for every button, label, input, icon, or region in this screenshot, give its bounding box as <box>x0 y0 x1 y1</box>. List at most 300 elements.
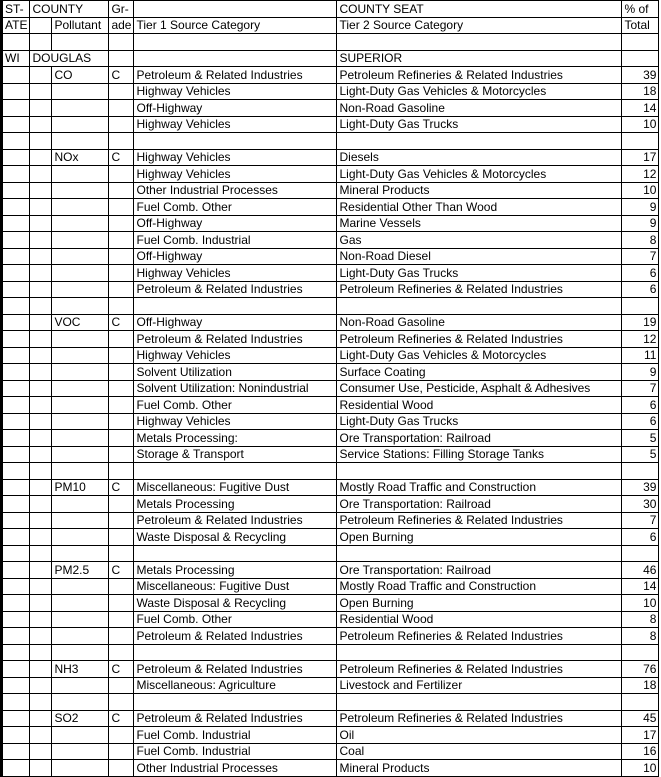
grade-cell <box>109 380 134 397</box>
header-county-seat: COUNTY SEAT <box>337 1 622 18</box>
grade-cell <box>109 166 134 183</box>
pollutant-cell <box>52 430 109 447</box>
tier1-cell: Petroleum & Related Industries <box>134 281 337 298</box>
tier1-cell: Waste Disposal & Recycling <box>134 529 337 546</box>
empty-cell <box>109 644 134 661</box>
county-cell <box>30 430 52 447</box>
grade-cell <box>109 496 134 513</box>
header-empty <box>134 1 337 18</box>
tier1-cell: Miscellaneous: Fugitive Dust <box>134 578 337 595</box>
state-cell <box>2 760 30 777</box>
grade-cell <box>109 611 134 628</box>
tier2-cell: Non-Road Gasoline <box>337 100 622 117</box>
tier2-cell: Petroleum Refineries & Related Industries <box>337 710 622 727</box>
county-cell <box>30 314 52 331</box>
state-cell <box>2 83 30 100</box>
empty-cell <box>622 694 659 711</box>
table-row <box>2 116 659 133</box>
pollutant-cell <box>52 595 109 612</box>
location-row <box>2 50 659 67</box>
grade-cell: C <box>109 67 134 84</box>
grade-cell <box>109 595 134 612</box>
pct-cell: 6 <box>622 413 659 430</box>
tier1-cell: Solvent Utilization: Nonindustrial <box>134 380 337 397</box>
grade-cell <box>109 331 134 348</box>
county-cell <box>30 578 52 595</box>
pct-cell: 39 <box>622 479 659 496</box>
tier1-cell: Petroleum & Related Industries <box>134 661 337 678</box>
spacer-row <box>2 463 659 480</box>
grade-cell <box>109 347 134 364</box>
empty-cell <box>134 644 337 661</box>
county-cell <box>30 199 52 216</box>
grade-cell: C <box>109 149 134 166</box>
county-cell <box>30 281 52 298</box>
table-row <box>2 265 659 282</box>
grade-cell <box>109 364 134 381</box>
county-cell <box>30 446 52 463</box>
tier2-cell: Ore Transportation: Railroad <box>337 562 622 579</box>
table-row <box>2 628 659 645</box>
pollutant-cell <box>52 100 109 117</box>
county-cell <box>30 83 52 100</box>
tier2-cell: Light-Duty Gas Vehicles & Motorcycles <box>337 166 622 183</box>
table-row <box>2 661 659 678</box>
grade-cell <box>109 743 134 760</box>
pollutant-cell <box>52 413 109 430</box>
table-row <box>2 380 659 397</box>
pollutant-cell <box>52 760 109 777</box>
empty-cell <box>52 298 109 315</box>
table-row <box>2 710 659 727</box>
tier2-cell: Petroleum Refineries & Related Industries <box>337 281 622 298</box>
tier1-cell: Storage & Transport <box>134 446 337 463</box>
tier2-cell: Light-Duty Gas Vehicles & Motorcycles <box>337 347 622 364</box>
spacer-row <box>2 694 659 711</box>
empty-cell <box>109 298 134 315</box>
pollutant-cell <box>52 743 109 760</box>
header-pct: % of <box>622 1 659 18</box>
state-cell <box>2 595 30 612</box>
pct-cell: 7 <box>622 380 659 397</box>
empty-cell <box>622 133 659 150</box>
empty-cell <box>2 545 30 562</box>
state-cell <box>2 347 30 364</box>
tier2-cell: Diesels <box>337 149 622 166</box>
tier2-cell: Consumer Use, Pesticide, Asphalt & Adhesives <box>337 380 622 397</box>
empty-cell <box>30 133 52 150</box>
table-row <box>2 166 659 183</box>
pct-cell: 6 <box>622 397 659 414</box>
tier1-cell: Petroleum & Related Industries <box>134 67 337 84</box>
tier2-cell: Light-Duty Gas Vehicles & Motorcycles <box>337 83 622 100</box>
county-cell <box>30 347 52 364</box>
empty-cell <box>2 298 30 315</box>
county-cell <box>30 166 52 183</box>
state-cell <box>2 430 30 447</box>
empty-cell <box>337 694 622 711</box>
pct-cell: 39 <box>622 67 659 84</box>
county-cell: DOUGLAS <box>30 50 109 67</box>
table-row <box>2 413 659 430</box>
header-empty <box>30 17 52 34</box>
table-row <box>2 314 659 331</box>
tier1-cell: Highway Vehicles <box>134 347 337 364</box>
pct-cell: 46 <box>622 562 659 579</box>
grade-cell: C <box>109 314 134 331</box>
pct-cell: 8 <box>622 232 659 249</box>
county-cell <box>30 479 52 496</box>
state-cell <box>2 281 30 298</box>
pct-cell: 9 <box>622 364 659 381</box>
grade-cell <box>109 100 134 117</box>
tier1-cell: Fuel Comb. Other <box>134 611 337 628</box>
pollutant-cell <box>52 265 109 282</box>
table-row <box>2 232 659 249</box>
empty-cell <box>622 644 659 661</box>
empty-cell <box>337 298 622 315</box>
state-cell <box>2 215 30 232</box>
pollutant-cell: SO2 <box>52 710 109 727</box>
empty-cell <box>2 463 30 480</box>
tier1-cell: Miscellaneous: Agriculture <box>134 677 337 694</box>
pollutant-cell <box>52 727 109 744</box>
empty-cell <box>2 694 30 711</box>
county-cell <box>30 628 52 645</box>
tier2-cell: Non-Road Diesel <box>337 248 622 265</box>
tier1-cell: Off-Highway <box>134 100 337 117</box>
tier2-cell: Ore Transportation: Railroad <box>337 496 622 513</box>
table-row <box>2 149 659 166</box>
header-tier1: Tier 1 Source Category <box>134 17 337 34</box>
grade-cell: C <box>109 710 134 727</box>
tier2-cell: Residential Wood <box>337 397 622 414</box>
empty-cell <box>52 463 109 480</box>
table-row <box>2 496 659 513</box>
state-cell <box>2 578 30 595</box>
county-cell <box>30 595 52 612</box>
pct-cell: 17 <box>622 727 659 744</box>
state-cell <box>2 199 30 216</box>
tier1-cell: Metals Processing <box>134 562 337 579</box>
pct-cell: 10 <box>622 182 659 199</box>
pollutant-cell <box>52 215 109 232</box>
empty-cell <box>337 133 622 150</box>
tier2-cell: Mostly Road Traffic and Construction <box>337 578 622 595</box>
table-row <box>2 446 659 463</box>
pct-cell: 8 <box>622 628 659 645</box>
county-cell <box>30 116 52 133</box>
county-cell <box>30 677 52 694</box>
county-cell <box>30 496 52 513</box>
table-row <box>2 248 659 265</box>
county-cell <box>30 248 52 265</box>
pct-cell: 19 <box>622 314 659 331</box>
empty-cell <box>337 644 622 661</box>
state-cell <box>2 116 30 133</box>
state-cell <box>2 397 30 414</box>
county-cell <box>30 232 52 249</box>
state-cell <box>2 314 30 331</box>
grade-cell <box>109 199 134 216</box>
spacer-row <box>2 545 659 562</box>
grade-cell: C <box>109 661 134 678</box>
county-cell <box>30 760 52 777</box>
pct-cell: 6 <box>622 265 659 282</box>
tier1-cell: Highway Vehicles <box>134 413 337 430</box>
pollutant-cell <box>52 116 109 133</box>
pollutant-cell <box>52 446 109 463</box>
pct-cell: 10 <box>622 116 659 133</box>
header-tier2: Tier 2 Source Category <box>337 17 622 34</box>
tier1-cell: Off-Highway <box>134 215 337 232</box>
tier1-cell: Off-Highway <box>134 314 337 331</box>
state-cell <box>2 446 30 463</box>
empty-cell <box>134 694 337 711</box>
state-cell <box>2 512 30 529</box>
table-row <box>2 100 659 117</box>
state-cell <box>2 743 30 760</box>
empty-cell <box>109 133 134 150</box>
pollutant-cell <box>52 529 109 546</box>
tier1-cell: Solvent Utilization <box>134 364 337 381</box>
tier2-cell: Open Burning <box>337 595 622 612</box>
empty-cell <box>52 545 109 562</box>
county-cell <box>30 413 52 430</box>
state-cell <box>2 611 30 628</box>
tier1-cell: Petroleum & Related Industries <box>134 331 337 348</box>
pollutant-cell: NOx <box>52 149 109 166</box>
tier1-cell: Highway Vehicles <box>134 83 337 100</box>
grade-cell <box>109 182 134 199</box>
empty-cell <box>109 694 134 711</box>
table-row <box>2 562 659 579</box>
tier1-cell: Fuel Comb. Industrial <box>134 743 337 760</box>
state-cell <box>2 265 30 282</box>
empty-cell <box>134 463 337 480</box>
pct-cell: 11 <box>622 347 659 364</box>
tier2-cell: Petroleum Refineries & Related Industries <box>337 661 622 678</box>
state-cell: WI <box>2 50 30 67</box>
grade-cell <box>109 281 134 298</box>
pct-cell: 8 <box>622 611 659 628</box>
county-cell <box>30 562 52 579</box>
pct-cell: 18 <box>622 83 659 100</box>
table-row <box>2 529 659 546</box>
tier1-cell: Fuel Comb. Other <box>134 199 337 216</box>
empty-cell <box>337 463 622 480</box>
spacer-row <box>2 133 659 150</box>
table-row <box>2 281 659 298</box>
state-cell <box>2 182 30 199</box>
table-row <box>2 347 659 364</box>
state-cell <box>2 628 30 645</box>
pct-cell: 30 <box>622 496 659 513</box>
grade-cell <box>109 677 134 694</box>
pollutant-cell <box>52 496 109 513</box>
pct-cell: 7 <box>622 248 659 265</box>
tier2-cell: Marine Vessels <box>337 215 622 232</box>
table-row <box>2 512 659 529</box>
tier1-cell: Metals Processing: <box>134 430 337 447</box>
grade-cell <box>109 232 134 249</box>
pollutant-cell: VOC <box>52 314 109 331</box>
tier2-cell: Service Stations: Filling Storage Tanks <box>337 446 622 463</box>
state-cell <box>2 149 30 166</box>
pct-cell: 6 <box>622 529 659 546</box>
table-row <box>2 199 659 216</box>
table-row <box>2 743 659 760</box>
county-seat-cell: SUPERIOR <box>337 50 622 67</box>
spacer-row <box>2 34 659 51</box>
table-row <box>2 364 659 381</box>
pollutant-cell <box>52 199 109 216</box>
state-cell <box>2 380 30 397</box>
tier1-cell: Miscellaneous: Fugitive Dust <box>134 479 337 496</box>
county-cell <box>30 512 52 529</box>
empty-cell <box>30 644 52 661</box>
tier2-cell: Light-Duty Gas Trucks <box>337 265 622 282</box>
table-row <box>2 611 659 628</box>
empty-cell <box>622 298 659 315</box>
table-row <box>2 595 659 612</box>
tier2-cell: Gas <box>337 232 622 249</box>
pct-cell: 10 <box>622 595 659 612</box>
tier2-cell: Petroleum Refineries & Related Industries <box>337 67 622 84</box>
pollutant-cell <box>52 182 109 199</box>
header-row-1 <box>2 1 659 18</box>
county-cell <box>30 67 52 84</box>
tier1-cell: Highway Vehicles <box>134 265 337 282</box>
empty-cell <box>52 133 109 150</box>
state-cell <box>2 67 30 84</box>
tier2-cell: Oil <box>337 727 622 744</box>
grade-cell <box>109 529 134 546</box>
tier2-cell: Petroleum Refineries & Related Industries <box>337 628 622 645</box>
grade-cell <box>109 116 134 133</box>
pollutant-cell <box>52 578 109 595</box>
county-cell <box>30 727 52 744</box>
tier1-cell: Fuel Comb. Industrial <box>134 232 337 249</box>
empty-cell <box>30 463 52 480</box>
tier1-cell: Fuel Comb. Other <box>134 397 337 414</box>
empty-cell <box>52 644 109 661</box>
pollutant-cell <box>52 248 109 265</box>
grade-cell <box>109 83 134 100</box>
grade-cell <box>109 248 134 265</box>
table-row <box>2 760 659 777</box>
tier2-cell: Petroleum Refineries & Related Industries <box>337 512 622 529</box>
state-cell <box>2 562 30 579</box>
state-cell <box>2 413 30 430</box>
pollutant-cell <box>52 232 109 249</box>
pct-cell: 7 <box>622 512 659 529</box>
state-cell <box>2 331 30 348</box>
tier2-cell: Ore Transportation: Railroad <box>337 430 622 447</box>
empty-cell <box>109 545 134 562</box>
pollutant-cell: PM2.5 <box>52 562 109 579</box>
pollutant-cell <box>52 397 109 414</box>
tier2-cell: Livestock and Fertilizer <box>337 677 622 694</box>
pollutant-cell <box>52 677 109 694</box>
header-grade-2: ade <box>109 17 134 34</box>
tier1-cell: Waste Disposal & Recycling <box>134 595 337 612</box>
empty-cell <box>337 545 622 562</box>
grade-cell <box>109 760 134 777</box>
grade-cell: C <box>109 479 134 496</box>
table-row <box>2 67 659 84</box>
empty-cell <box>622 463 659 480</box>
state-cell <box>2 727 30 744</box>
pct-cell: 10 <box>622 760 659 777</box>
table-row <box>2 727 659 744</box>
county-cell <box>30 265 52 282</box>
pct-cell: 6 <box>622 281 659 298</box>
table-row <box>2 215 659 232</box>
tier1-cell: Other Industrial Processes <box>134 760 337 777</box>
pollutant-cell <box>52 347 109 364</box>
empty-cell <box>30 694 52 711</box>
spacer-row <box>2 298 659 315</box>
empty-cell <box>109 463 134 480</box>
state-cell <box>2 364 30 381</box>
grade-cell <box>109 265 134 282</box>
grade-cell <box>109 215 134 232</box>
header-state: ST- <box>2 1 30 18</box>
state-cell <box>2 479 30 496</box>
pollutant-cell <box>52 166 109 183</box>
state-cell <box>2 232 30 249</box>
grade-cell <box>109 413 134 430</box>
empty-cell <box>2 133 30 150</box>
county-cell <box>30 100 52 117</box>
empty-cell <box>30 298 52 315</box>
empty-cell <box>622 545 659 562</box>
grade-cell <box>109 628 134 645</box>
county-cell <box>30 710 52 727</box>
tier2-cell: Petroleum Refineries & Related Industries <box>337 331 622 348</box>
header-pct-2: Total <box>622 17 659 34</box>
spacer-row <box>2 644 659 661</box>
grade-cell <box>109 446 134 463</box>
header-row-2 <box>2 17 659 34</box>
tier2-cell: Residential Wood <box>337 611 622 628</box>
tier1-cell: Fuel Comb. Industrial <box>134 727 337 744</box>
header-pollutant: Pollutant <box>52 17 109 34</box>
tier2-cell: Mineral Products <box>337 182 622 199</box>
county-cell <box>30 529 52 546</box>
state-cell <box>2 710 30 727</box>
pollutant-cell: PM10 <box>52 479 109 496</box>
state-cell <box>2 661 30 678</box>
pollutant-cell <box>52 331 109 348</box>
table-row <box>2 479 659 496</box>
table-row <box>2 182 659 199</box>
table-row <box>2 677 659 694</box>
county-cell <box>30 743 52 760</box>
pollutant-cell <box>52 611 109 628</box>
pollutant-cell <box>52 364 109 381</box>
pct-cell: 18 <box>622 677 659 694</box>
pct-cell: 5 <box>622 446 659 463</box>
grade-cell <box>109 512 134 529</box>
pollutant-cell <box>52 628 109 645</box>
tier1-cell: Off-Highway <box>134 248 337 265</box>
pct-cell: 12 <box>622 331 659 348</box>
empty-cell <box>52 694 109 711</box>
empty-cell <box>134 133 337 150</box>
tier1-cell: Highway Vehicles <box>134 116 337 133</box>
